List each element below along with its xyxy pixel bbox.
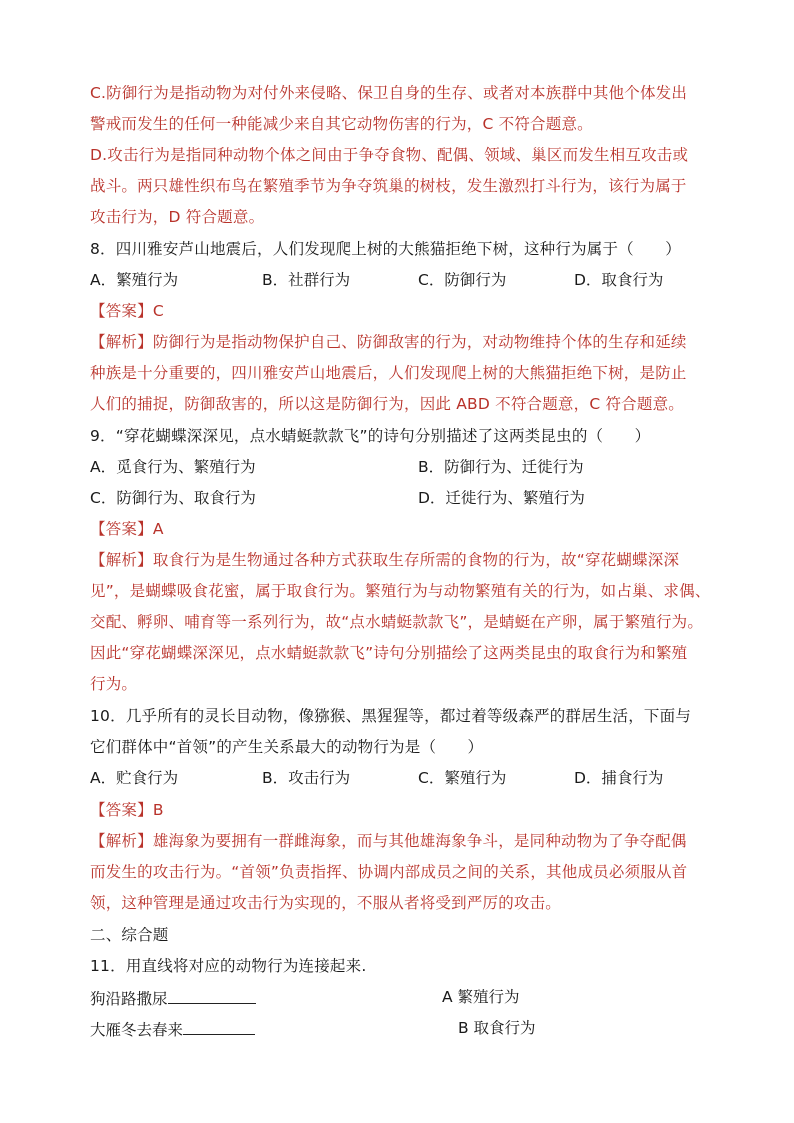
answer-blank[interactable] bbox=[183, 1018, 255, 1035]
question-10-analysis-line: 而发生的攻击行为。“首领”负责指挥、协调内部成员之间的关系，其他成员必须服从首 bbox=[90, 863, 688, 881]
answer-value: A bbox=[152, 520, 164, 538]
question-8-stem: 8．四川雅安芦山地震后，人们发现爬上树的大熊猫拒绝下树，这种行为属于（ ） bbox=[90, 240, 681, 258]
question-8-option-b: B．社群行为 bbox=[262, 271, 351, 289]
answer-tag: 【答案】 bbox=[90, 801, 153, 819]
question-9-analysis-line: 【解析】取食行为是生物通过各种方式获取生存所需的食物的行为，故“穿花蝴蝶深深 bbox=[90, 551, 680, 569]
question-10-answer bbox=[90, 800, 164, 820]
match-right-item: A 繁殖行为 bbox=[442, 988, 520, 1006]
question-8-analysis-line: 【解析】防御行为是指动物保护自己、防御敌害的行为，对动物维持个体的生存和延续 bbox=[90, 333, 687, 351]
question-8-analysis-line: 人们的捕捉，防御敌害的，所以这是防御行为，因此 ABD 不符合题意，C 符合题意。 bbox=[90, 395, 684, 413]
section-heading: 二、综合题 bbox=[90, 926, 169, 944]
question-10-option-c: C．繁殖行为 bbox=[418, 769, 507, 787]
question-9-stem: 9．“穿花蝴蝶深深见，点水蜻蜓款款飞”的诗句分别描述了这两类昆虫的（ ） bbox=[90, 427, 651, 445]
analysis-tag: 【解析】 bbox=[90, 333, 153, 351]
question-9-analysis-line: 行为。 bbox=[90, 675, 138, 693]
analysis-option-c-line: C.防御行为是指动物为对付外来侵略、保卫自身的生存、或者对本族群中其他个体发出 bbox=[90, 84, 688, 102]
analysis-option-d-line: 攻击行为，D 符合题意。 bbox=[90, 208, 265, 226]
question-8-option-d: D．取食行为 bbox=[574, 271, 664, 289]
analysis-tag: 【解析】 bbox=[90, 832, 153, 850]
question-10-stem: 10．几乎所有的灵长目动物，像猕猴、黑猩猩等，都过着等级森严的群居生活，下面与 bbox=[90, 707, 692, 725]
question-9-analysis-line: 因此“穿花蝴蝶深深见，点水蜻蜓款款飞”诗句分别描绘了这两类昆虫的取食行为和繁殖 bbox=[90, 644, 688, 662]
question-8-option-c: C．防御行为 bbox=[418, 271, 507, 289]
question-10-analysis-line: 领，这种管理是通过攻击行为实现的，不服从者将受到严厉的攻击。 bbox=[90, 894, 562, 912]
analysis-tag: 【解析】 bbox=[90, 551, 153, 569]
answer-tag: 【答案】 bbox=[90, 520, 153, 538]
question-10-stem: 它们群体中“首领”的产生关系最大的动物行为是（ ） bbox=[90, 738, 484, 756]
question-9-analysis-line: 见”，是蝴蝶吸食花蜜，属于取食行为。繁殖行为与动物繁殖有关的行为，如占巢、求偶、 bbox=[90, 582, 711, 600]
analysis-option-d-line: 战斗。两只雄性织布鸟在繁殖季节为争夺筑巢的树枝，发生激烈打斗行为，该行为属于 bbox=[90, 177, 687, 195]
question-10-option-a: A．贮食行为 bbox=[90, 769, 179, 787]
question-11-stem: 11．用直线将对应的动物行为连接起来. bbox=[90, 957, 367, 975]
match-left-item: 大雁冬去春来 bbox=[90, 1018, 255, 1040]
analysis-option-c-line: 警戒而发生的任何一种能减少来自其它动物伤害的行为，C 不符合题意。 bbox=[90, 115, 593, 133]
analysis-option-d-line: D.攻击行为是指同种动物个体之间由于争夺食物、配偶、领域、巢区而发生相互攻击或 bbox=[90, 146, 689, 164]
answer-blank[interactable] bbox=[168, 987, 256, 1004]
question-8-analysis-line: 种族是十分重要的，四川雅安芦山地震后，人们发现爬上树的大熊猫拒绝下树，是防止 bbox=[90, 364, 687, 382]
answer-tag: 【答案】 bbox=[90, 302, 153, 320]
question-9-option-c: C．防御行为、取食行为 bbox=[90, 489, 256, 507]
question-9-answer bbox=[90, 519, 164, 539]
question-8-answer bbox=[90, 301, 164, 321]
question-10-option-d: D．捕食行为 bbox=[574, 769, 664, 787]
question-10-analysis-line: 【解析】雄海象为要拥有一群雌海象，而与其他雄海象争斗，是同种动物为了争夺配偶 bbox=[90, 832, 687, 850]
answer-value: B bbox=[152, 801, 164, 819]
question-10-option-b: B．攻击行为 bbox=[262, 769, 351, 787]
answer-value: C bbox=[152, 302, 164, 320]
question-8-option-a: A．繁殖行为 bbox=[90, 271, 179, 289]
match-left-item: 狗沿路撒尿 bbox=[90, 987, 256, 1009]
question-9-option-b: B．防御行为、迁徙行为 bbox=[418, 458, 584, 476]
match-right-item: B 取食行为 bbox=[458, 1019, 536, 1037]
question-9-option-d: D．迁徙行为、繁殖行为 bbox=[418, 489, 585, 507]
question-9-analysis-line: 交配、孵卵、哺育等一系列行为，故“点水蜻蜓款款飞”，是蜻蜓在产卵，属于繁殖行为。 bbox=[90, 613, 704, 631]
question-9-option-a: A．觅食行为、繁殖行为 bbox=[90, 458, 256, 476]
